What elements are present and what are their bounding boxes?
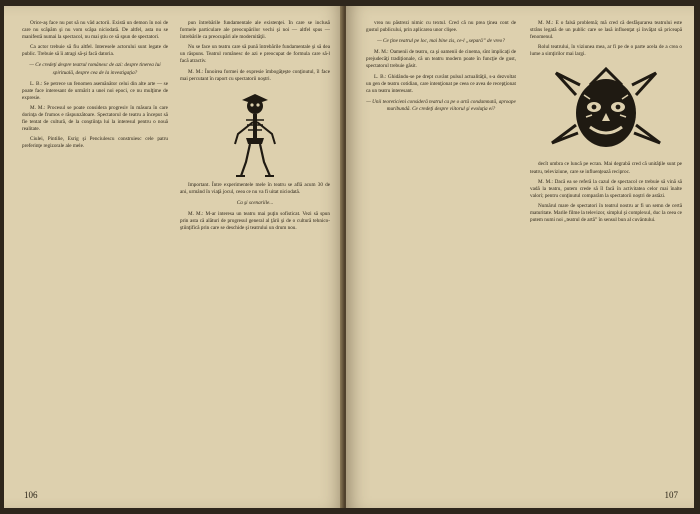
interview-question: — Unii teoreticieni consideră teatrul ca pe o artă condamnată, aproape muribundă. Ce credeţi despre viitorul şi evoluţia ei? bbox=[366, 98, 516, 112]
left-page-column-1 bbox=[22, 20, 168, 490]
right-page bbox=[346, 6, 694, 508]
paragraph: Ca actor trebuie să fiu altfel. Interesele actorului sunt legate de public. Trebuie să îi atragi să-şi facă datoria. bbox=[22, 44, 168, 58]
illustration-spacer bbox=[180, 86, 330, 182]
right-page-column-1 bbox=[366, 20, 516, 490]
paragraph: M. M.: Oamenii de teatru, ca şi oamenii de cinema, sînt implicaţi de prejudecăţi tradiţionale, că un teatru modern poate în funcţie de gust, spectatorul trebuie găsit. bbox=[366, 49, 516, 70]
right-page-column-2 bbox=[530, 20, 682, 490]
paragraph: L. B.: Ghidându-se pe drept cuvânt pulsul actualităţii, s-a dezvoltat un gen de teatru cotidian, care intenţionat pe ceea ce avea de recepţionat ca un teatru interesant. bbox=[366, 73, 516, 94]
skeleton-jester-illustration bbox=[232, 92, 278, 178]
paragraph: decît umbra ce luncă pe ecran. Mai degrabă cred că unităţile sunt pe teatru, televiziune, care se influenţează reciproc. bbox=[530, 161, 682, 175]
page-number: 107 bbox=[664, 490, 678, 500]
paragraph: Numărul mare de spectatori în teatrul nostru ar fi un semn de certă maturitate. Marile filme la televizor, simplul şi complexul, duc la ceea ce putem numi noi „teatrul de artă” în sensul bun al cuvântului. bbox=[530, 202, 682, 224]
paragraph: pun întrebările fundamentale ale existenţei. În care se inclusă formele particulare ale preocupărilor vechi şi noi — altfel spus — întrebările ca preocupări ale modernităţii. bbox=[180, 20, 330, 41]
interview-question: Ca şi scenariile... bbox=[236, 199, 274, 206]
paragraph: Orice-aş face nu pot să nu văd actorii. Există un demon în noi de care nu scăpăm şi nu vom scăpa niciodată. De altfel, asta nu se manifestă numai la spectacol, nu mai ştiu ce să spun de spectatori. bbox=[22, 20, 168, 41]
interview-question: — Ce ţine teatrul pe loc, mai bine zis, ce-l „separă” de vreo? bbox=[377, 38, 505, 45]
paragraph: M. M.: Dacă ea se referă la cazul de spectacol ce trebuie să vină să vadă la teatru, putem crede să îl facă în activitatea celor mai înalte valori; pentru conţinutul comparăm la spectatorii noştri de astăzi. bbox=[530, 178, 682, 199]
paragraph: Ciulei, Pintilie, Esrig şi Penciulescu construiesc cele patru preferinţe regizorale ale mele. bbox=[22, 136, 168, 150]
mask-face-illustration bbox=[546, 65, 666, 157]
paragraph: vrea nu păstrezi nimic cu textul. Cred că nu prea ţinea cont de gustul publicului, prin aplicarea unor clişee. bbox=[366, 20, 516, 34]
paragraph: Important. Între experimentele mele în teatru se află acum 30 de ani, urmând în viaţă jocul, ceea ce nu va fi uitat niciodată. bbox=[180, 181, 330, 195]
illustration-spacer bbox=[530, 61, 682, 161]
left-page-column-2 bbox=[180, 20, 330, 490]
paragraph: Rolul teatrului, în viziunea mea, ar fi pe de o parte acela de a crea o lume a simţirilor mai largi. bbox=[530, 44, 682, 58]
paragraph: M. M.: Procesul se poate considera progresiv în măsura în care dorinţa de frumos e răspunzătoare. Spectatorul de teatru a început să fie tentat de cultură, de la conştiinţa lui la interesul pentru o nouă realitate. bbox=[22, 104, 168, 133]
interview-question: — Ce credeţi despre teatrul românesc de azi: despre tinerea lui spirituală, despre cea de la investigaţia? bbox=[29, 62, 161, 76]
paragraph: L. B.: Se petrece un fenomen asemănător celui din alte arte — se poate face interesant de urmărit a unei noi epoci, ce nu mulţime de expresie. bbox=[22, 80, 168, 101]
paragraph: Nu se face un teatru care să pună întrebările fundamentale şi să dea un răspuns. Teatrul românesc de azi e preocupat de formula care să-l facă atractiv. bbox=[180, 44, 330, 65]
left-page bbox=[4, 6, 344, 508]
paragraph: M. M.: Înnoirea formei de expresie îmbogăţeşte conţinutul, îl face mai percutant în raport cu spectatorii noştri. bbox=[180, 68, 330, 82]
page-number: 106 bbox=[24, 490, 38, 500]
paragraph: M. M.: M-ar interesa un teatru mai puţin sofisticat. Vezi să spun prin asta că alături de progresul general al ţării şi de o cultură tehnico-ştiinţifică prin care se deschide şi teatrului un drum nou. bbox=[180, 211, 330, 232]
paragraph: M. M.: E o falsă problemă; mă cred că desfăşurarea teatrului este strâns legată de un public care se lasă influenţat şi învăţat să priceapă fenomenul. bbox=[530, 20, 682, 41]
